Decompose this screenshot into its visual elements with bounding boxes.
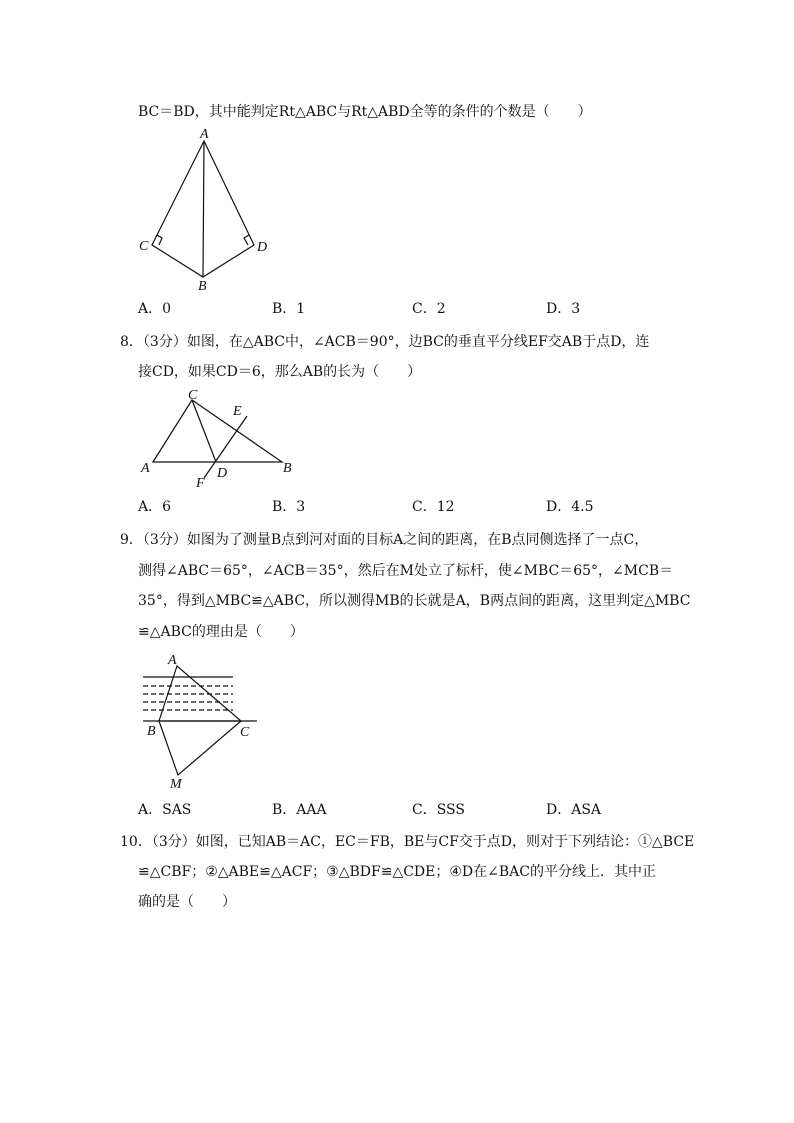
q8-stem-line-1: 8．（3分）如图，在△ABC中，∠ACB＝90°，边BC的垂直平分线EF交AB于点D，连 (120, 334, 650, 350)
q7-option-c[interactable]: C．2 (412, 301, 446, 317)
q9-option-b[interactable]: B．AAA (272, 802, 327, 818)
q8-triangle-figure (130, 386, 310, 494)
q8-label-e: E (233, 404, 242, 419)
q10-stem-line-1: 10．（3分）如图，已知AB＝AC，EC＝FB，BE与CF交于点D，则对于下列结论：①△BCE (120, 834, 695, 850)
q9-option-c[interactable]: C．SSS (412, 802, 465, 818)
q9-label-c: C (240, 725, 250, 740)
q8-label-d: D (217, 466, 228, 481)
q10-stem-line-3: 确的是（ ） (138, 894, 236, 910)
q7-option-a[interactable]: A．0 (138, 301, 172, 317)
q8-triangle-abc (153, 400, 282, 462)
q7-label-c: C (139, 239, 149, 254)
q8-option-a[interactable]: A．6 (138, 499, 172, 515)
q7-label-a: A (200, 127, 209, 142)
q8-option-d[interactable]: D．4.5 (546, 499, 594, 515)
q8-option-b[interactable]: B．3 (272, 499, 306, 515)
q9-triangle-mbc (159, 721, 241, 775)
q9-stem-line-4: ≌△ABC的理由是（ ） (138, 624, 304, 640)
q7-option-b[interactable]: B．1 (272, 301, 306, 317)
q7-right-angle-c (157, 235, 162, 245)
q9-label-m: M (170, 777, 182, 792)
q8-segment-cd (192, 400, 216, 462)
q9-option-d[interactable]: D．ASA (546, 802, 602, 818)
q9-stem-line-2: 测得∠ABC＝65°，∠ACB＝35°，然后在M处立了标杆，使∠MBC＝65°，∠MCB＝ (138, 563, 674, 579)
q7-option-d[interactable]: D．3 (546, 301, 581, 317)
q8-label-b: B (283, 461, 292, 476)
q7-label-d: D (257, 240, 268, 255)
q7-kite-figure (130, 124, 290, 296)
q8-option-c[interactable]: C．12 (412, 499, 455, 515)
q9-label-b: B (147, 724, 156, 739)
q9-option-a[interactable]: A．SAS (138, 802, 192, 818)
q7-right-angle-d (244, 235, 249, 245)
q9-stem-line-3: 35°，得到△MBC≌△ABC，所以测得MB的长就是A，B两点间的距离，这里判定△MBC (138, 593, 691, 609)
q7-segment-ab (203, 141, 204, 277)
q9-stem-line-1: 9．（3分）如图为了测量B点到河对面的目标A之间的距离，在B点同侧选择了一点C， (120, 532, 649, 548)
q7-label-b: B (198, 279, 207, 294)
q9-river-figure (130, 648, 270, 794)
q8-label-a: A (141, 461, 150, 476)
q8-label-c: C (188, 388, 198, 403)
q8-label-f: F (196, 476, 205, 491)
q7-stem-continuation: BC＝BD，其中能判定Rt△ABC与Rt△ABD全等的条件的个数是（ ） (138, 104, 592, 120)
q8-stem-line-2: 接CD，如果CD＝6，那么AB的长为（ ） (138, 364, 422, 380)
q10-stem-line-2: ≌△CBF；②△ABE≌△ACF；③△BDF≌△CDE；④D在∠BAC的平分线上．其中正 (138, 864, 656, 880)
q9-label-a: A (168, 653, 177, 668)
